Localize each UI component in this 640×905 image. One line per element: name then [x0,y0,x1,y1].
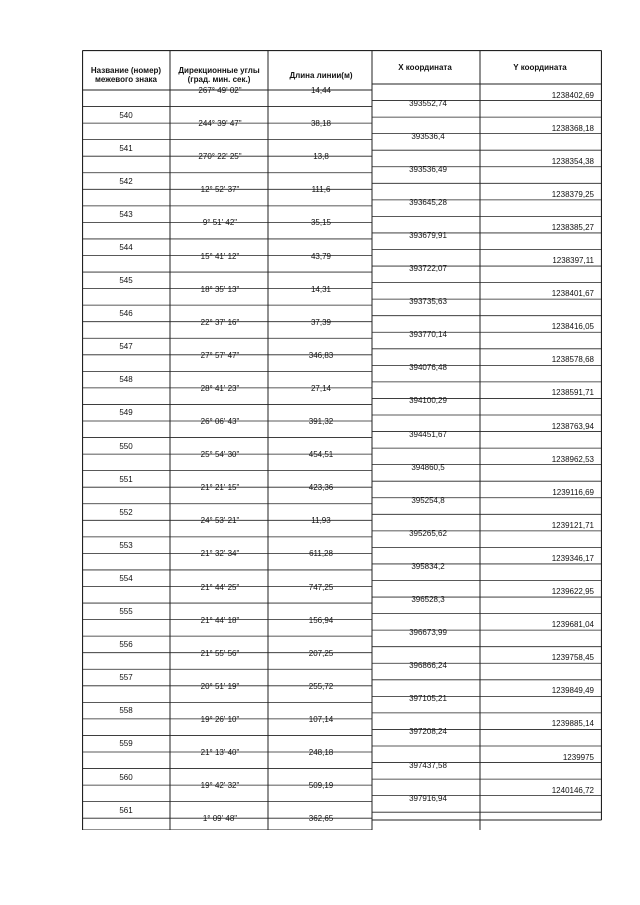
point-name: 548 [119,375,133,385]
direction-angle: 21° 55' 56" [200,648,240,658]
point-name: 555 [119,607,133,617]
direction-angle: 21° 44' 25" [200,582,240,592]
y-coordinate: 1238385,27 [551,222,594,232]
point-name: 540 [119,110,133,120]
x-coordinate: 396528,3 [411,595,445,605]
line-length: 13,8 [313,152,329,162]
y-coordinate: 1239975 [562,752,594,762]
x-coordinate: 393552,74 [409,98,447,108]
y-coordinate: 1238402,69 [551,90,594,100]
y-coordinate: 1238368,18 [551,123,594,133]
y-coordinate: 1240146,72 [551,785,594,795]
line-length: 747,25 [308,582,334,592]
x-coordinate: 393645,28 [409,197,447,207]
x-coordinate: 396866,24 [409,661,447,671]
point-name: 542 [119,176,133,186]
x-coordinate: 395265,62 [409,528,447,538]
x-coordinate: 393770,14 [409,330,447,340]
line-length: 346,83 [308,350,334,360]
direction-angle: 22° 37' 16" [200,317,240,327]
y-coordinate: 1239346,17 [551,553,594,563]
y-coordinate: 1238401,67 [551,289,594,299]
x-coordinate: 393536,49 [409,164,447,174]
line-length: 11,93 [311,516,331,526]
x-coordinate: 397105,21 [409,694,447,704]
y-coordinate: 1239849,49 [551,686,594,696]
x-coordinate: 393679,91 [409,230,447,240]
header-y-coordinate: Y координата [513,62,567,72]
y-coordinate: 1239885,14 [551,719,594,729]
point-name: 551 [119,474,133,484]
line-length: 255,72 [308,681,334,691]
line-length: 423,36 [308,483,334,493]
header-x-coordinate: X координата [398,62,452,72]
direction-angle: 24° 53' 21" [200,516,240,526]
line-length: 14,44 [310,86,332,95]
line-length: 43,79 [310,251,332,261]
point-name: 556 [119,640,133,650]
x-coordinate: 396673,99 [409,628,447,638]
x-coordinate: 397916,94 [409,793,447,803]
point-name: 561 [119,805,133,815]
direction-angle: 244° 39' 47" [198,119,242,129]
x-coordinate: 394451,67 [409,429,447,439]
point-name: 550 [119,441,133,451]
line-length: 248,18 [308,748,334,757]
line-length: 35,15 [310,218,332,228]
line-length: 391,32 [308,417,334,426]
point-name: 547 [119,342,133,352]
y-coordinate: 1239758,45 [551,653,594,663]
point-name: 549 [119,408,133,418]
direction-angle: 15° 41' 12" [200,251,240,261]
direction-angle: 21° 44' 18" [200,615,240,625]
x-coordinate: 393735,63 [409,297,447,307]
line-length: 38,18 [310,119,332,129]
direction-angle: 12° 52' 37" [200,185,240,195]
direction-angle: 20° 51' 19" [200,681,240,691]
y-coordinate: 1239116,69 [552,487,594,497]
y-coordinate: 1239681,04 [551,620,594,630]
y-coordinate: 1238962,53 [551,454,594,464]
direction-angle: 9° 51' 42" [202,218,238,228]
y-coordinate: 1238379,25 [551,189,594,199]
direction-angle: 19° 42' 32" [200,781,240,791]
y-coordinate: 1238354,38 [551,156,594,166]
x-coordinate: 393536,4 [411,131,445,141]
x-coordinate: 395254,8 [411,495,445,505]
direction-angle: 25° 54' 30" [200,450,240,460]
line-length: 14,31 [310,284,332,294]
line-length: 611,28 [309,549,333,559]
coordinates-table [82,50,602,830]
line-length: 37,39 [310,317,332,327]
y-coordinate: 1239121,71 [551,520,594,530]
x-coordinate: 397437,58 [409,760,447,770]
point-name: 546 [119,309,133,319]
line-length: 362,65 [308,814,334,824]
y-coordinate: 1238416,05 [551,322,594,332]
point-name: 543 [119,209,133,219]
direction-angle: 21° 21' 15" [200,483,240,493]
point-name: 554 [119,573,133,583]
direction-angle: 18° 35' 13" [200,284,240,294]
point-name: 559 [119,739,133,749]
line-length: 111,6 [311,185,331,195]
x-coordinate: 397208,24 [409,727,447,737]
direction-angle: 28° 41' 23" [200,383,240,393]
point-name: 544 [119,242,133,252]
y-coordinate: 1238591,71 [551,388,594,398]
point-name: 553 [119,540,133,550]
direction-angle: 267° 49' 02" [198,86,242,95]
line-length: 27,14 [310,383,332,393]
line-length: 107,14 [308,714,334,724]
point-name: 541 [119,143,133,153]
x-coordinate: 393722,07 [409,264,447,274]
header-point-name: Название (номер) межевого знака [90,66,162,84]
direction-angle: 26° 06' 43" [200,417,240,426]
direction-angle: 270° 22' 25" [198,152,242,162]
point-name: 552 [119,507,133,517]
line-length: 454,51 [308,450,334,460]
y-coordinate: 1239622,95 [551,587,594,597]
direction-angle: 1° 09' 48" [202,814,238,824]
direction-angle: 21° 32' 34" [200,549,240,559]
point-name: 557 [119,673,133,683]
point-name: 558 [119,706,133,716]
y-coordinate: 1238578,68 [551,355,594,365]
x-coordinate: 395834,2 [411,561,445,571]
line-length: 207,25 [308,648,334,658]
direction-angle: 27° 57' 47" [200,350,240,360]
x-coordinate: 394076,48 [409,363,447,373]
line-length: 156,94 [308,615,334,625]
header-line-length: Длина линии(м) [289,70,353,80]
point-name: 560 [119,772,133,782]
x-coordinate: 394100,29 [409,396,447,406]
y-coordinate: 1238397,11 [552,256,594,266]
direction-angle: 21° 13' 40" [200,748,240,757]
direction-angle: 19° 26' 10" [200,714,240,724]
y-coordinate: 1238763,94 [551,421,594,431]
x-coordinate: 394860,5 [411,462,445,472]
point-name: 545 [119,276,133,286]
line-length: 509,19 [308,781,334,791]
header-direction-angle: Дирекционные углы (град. мин. сек.) [178,66,260,84]
